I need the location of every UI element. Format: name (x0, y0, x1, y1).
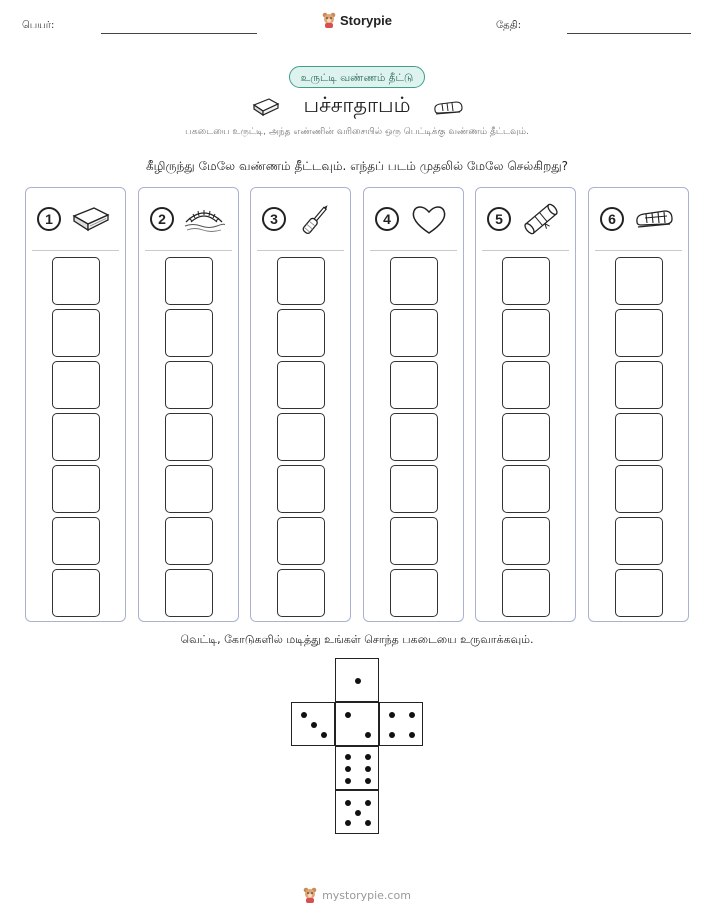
color-box[interactable] (502, 517, 550, 565)
color-box[interactable] (277, 569, 325, 617)
color-box[interactable] (502, 569, 550, 617)
column-number: 2 (150, 207, 174, 231)
track-column-3 (250, 187, 351, 622)
color-box[interactable] (615, 517, 663, 565)
color-box[interactable] (390, 465, 438, 513)
color-box[interactable] (165, 309, 213, 357)
die-face-3 (291, 702, 335, 746)
color-box[interactable] (52, 413, 100, 461)
die-pip (355, 810, 361, 816)
die-face-2 (335, 702, 379, 746)
color-box[interactable] (615, 569, 663, 617)
column-number: 3 (262, 207, 286, 231)
die-face-6 (335, 746, 379, 790)
bear-icon (322, 12, 336, 28)
color-box[interactable] (52, 569, 100, 617)
column-number: 5 (487, 207, 511, 231)
color-box[interactable] (615, 465, 663, 513)
die-pip (365, 800, 371, 806)
die-pip (345, 712, 351, 718)
die-pip (345, 820, 351, 826)
die-pip (389, 732, 395, 738)
track-column-1 (25, 187, 126, 622)
date-label: தேதி: (496, 20, 522, 31)
color-box[interactable] (615, 361, 663, 409)
column-number: 1 (37, 207, 61, 231)
track-column-6 (588, 187, 689, 622)
activity-badge: உருட்டி வண்ணம் தீட்டு (289, 66, 425, 88)
color-box[interactable] (52, 257, 100, 305)
brand-name: Storypie (340, 12, 393, 28)
color-box[interactable] (277, 257, 325, 305)
color-box[interactable] (502, 257, 550, 305)
column-divider (32, 250, 119, 251)
color-box[interactable] (165, 569, 213, 617)
track-column-5 (475, 187, 576, 622)
screwdriver-icon (295, 202, 337, 236)
die-pip (365, 754, 371, 760)
color-box[interactable] (390, 361, 438, 409)
color-box[interactable] (502, 361, 550, 409)
color-box[interactable] (52, 361, 100, 409)
footer (0, 887, 714, 903)
die-pip (355, 678, 361, 684)
color-box[interactable] (165, 465, 213, 513)
color-box[interactable] (615, 257, 663, 305)
die-pip (301, 712, 307, 718)
color-box[interactable] (165, 361, 213, 409)
die-face-5 (335, 790, 379, 834)
scroll-icon (520, 202, 562, 236)
color-box[interactable] (52, 309, 100, 357)
bridge-icon (183, 202, 225, 236)
die-face-4 (379, 702, 423, 746)
column-divider (595, 250, 682, 251)
sandal-icon (633, 202, 675, 236)
die-pip (345, 766, 351, 772)
color-box[interactable] (277, 465, 325, 513)
book-icon (70, 202, 112, 236)
color-box[interactable] (390, 309, 438, 357)
track-column-2 (138, 187, 239, 622)
column-divider (482, 250, 569, 251)
column-divider (257, 250, 344, 251)
color-box[interactable] (52, 465, 100, 513)
name-line (101, 33, 257, 34)
column-number: 6 (600, 207, 624, 231)
column-number: 4 (375, 207, 399, 231)
color-box[interactable] (165, 413, 213, 461)
instruction-text: கீழிருந்து மேலே வண்ணம் தீட்டவும். எந்தப் படம் முதலில் மேலே செல்கிறது? (145, 159, 569, 173)
bear-icon (303, 887, 317, 903)
page-subtitle: பகடையை உருட்டி, அந்த எண்ணின் வரிசையில் ஒரு பெட்டிக்கு வண்ணம் தீட்டவும். (185, 127, 529, 137)
die-face-1 (335, 658, 379, 702)
color-box[interactable] (165, 257, 213, 305)
die-pip (345, 778, 351, 784)
color-box[interactable] (277, 517, 325, 565)
die-pip (365, 778, 371, 784)
die-pip (389, 712, 395, 718)
column-divider (370, 250, 457, 251)
die-pip (311, 722, 317, 728)
die-pip (409, 712, 415, 718)
die-pip (321, 732, 327, 738)
heart-icon (408, 202, 450, 236)
brand-logo (322, 12, 392, 28)
color-box[interactable] (277, 413, 325, 461)
column-divider (145, 250, 232, 251)
color-box[interactable] (277, 309, 325, 357)
page-title: பச்சாதாபம் (303, 93, 411, 117)
color-box[interactable] (390, 257, 438, 305)
color-box[interactable] (390, 569, 438, 617)
die-pip (345, 800, 351, 806)
color-box[interactable] (615, 413, 663, 461)
name-label: பெயர்: (22, 20, 55, 31)
die-pip (409, 732, 415, 738)
track-column-4 (363, 187, 464, 622)
die-pip (365, 766, 371, 772)
color-box[interactable] (165, 517, 213, 565)
color-box[interactable] (277, 361, 325, 409)
color-box[interactable] (52, 517, 100, 565)
die-pip (365, 820, 371, 826)
color-box[interactable] (502, 413, 550, 461)
cut-instruction: வெட்டி, கோடுகளில் மடித்து உங்கள் சொந்த பகடையை உருவாக்கவும். (180, 633, 534, 646)
color-box[interactable] (502, 465, 550, 513)
color-box[interactable] (615, 309, 663, 357)
die-pip (365, 732, 371, 738)
color-box[interactable] (502, 309, 550, 357)
color-box[interactable] (390, 413, 438, 461)
footer-url: mystorypie.com (322, 888, 411, 902)
die-pip (345, 754, 351, 760)
date-line (567, 33, 691, 34)
color-box[interactable] (390, 517, 438, 565)
sandal-icon (432, 96, 464, 118)
